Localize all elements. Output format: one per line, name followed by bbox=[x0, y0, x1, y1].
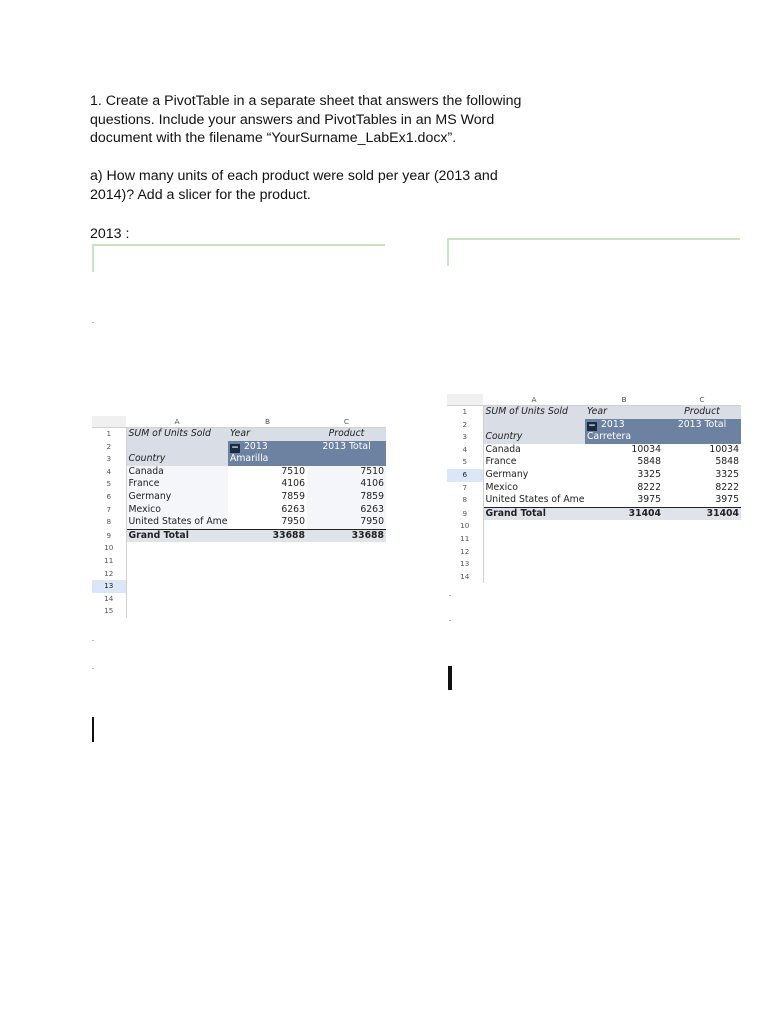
value-field-label[interactable]: SUM of Units Sold bbox=[483, 406, 585, 419]
row-number[interactable]: 14 bbox=[447, 571, 483, 584]
table-row bbox=[447, 456, 741, 469]
year-cell[interactable] bbox=[585, 419, 663, 432]
column-header-row bbox=[447, 394, 741, 406]
collapse-icon[interactable]: − bbox=[588, 420, 596, 431]
table-row bbox=[92, 453, 386, 466]
column-header-b[interactable]: B bbox=[585, 394, 663, 406]
col-field-label[interactable]: Year bbox=[585, 406, 663, 419]
left-separator-line-h bbox=[92, 244, 385, 246]
units-cell[interactable]: 8222 bbox=[585, 482, 663, 495]
empty-cell[interactable] bbox=[126, 580, 386, 593]
empty-cell[interactable] bbox=[126, 441, 228, 454]
column-header-b[interactable]: B bbox=[228, 416, 307, 428]
select-all-corner[interactable] bbox=[92, 416, 126, 428]
row-number[interactable]: 8 bbox=[92, 516, 126, 529]
country-cell[interactable]: France bbox=[126, 478, 228, 491]
empty-cell[interactable] bbox=[126, 568, 386, 581]
row-number[interactable]: 11 bbox=[447, 533, 483, 546]
empty-cell[interactable] bbox=[483, 533, 741, 546]
row-number[interactable]: 1 bbox=[447, 406, 483, 419]
units-cell[interactable]: 7510 bbox=[228, 466, 307, 479]
total-cell[interactable]: 10034 bbox=[663, 444, 741, 457]
row-number[interactable]: 12 bbox=[447, 546, 483, 559]
country-cell[interactable]: United States of Ame bbox=[126, 516, 228, 529]
row-number-selected[interactable]: 13 bbox=[92, 580, 126, 593]
country-cell[interactable]: Germany bbox=[126, 491, 228, 504]
row-field-label[interactable]: Country bbox=[126, 453, 228, 466]
table-row bbox=[447, 469, 741, 482]
row-number[interactable]: 6 bbox=[92, 491, 126, 504]
year-total-header[interactable]: 2013 Total bbox=[663, 419, 741, 432]
row-number[interactable]: 11 bbox=[92, 555, 126, 568]
grand-total-units[interactable]: 33688 bbox=[228, 529, 307, 542]
text-cursor bbox=[448, 666, 452, 690]
row-number[interactable]: 12 bbox=[92, 568, 126, 581]
row-number[interactable]: 2 bbox=[92, 441, 126, 454]
grand-total-units[interactable]: 31404 bbox=[585, 507, 663, 520]
table-row bbox=[447, 533, 741, 546]
country-cell[interactable]: Mexico bbox=[483, 482, 585, 495]
row-number[interactable]: 7 bbox=[447, 482, 483, 495]
empty-cell[interactable] bbox=[483, 419, 585, 432]
grand-total-label[interactable]: Grand Total bbox=[126, 529, 228, 542]
product-name[interactable]: Amarilla bbox=[228, 453, 307, 466]
table-row bbox=[447, 431, 741, 444]
row-number[interactable]: 5 bbox=[92, 478, 126, 491]
product-field-label[interactable]: Product bbox=[663, 406, 741, 419]
grand-total-row bbox=[447, 507, 741, 520]
year-value: 2013 bbox=[244, 440, 268, 452]
table-row bbox=[92, 580, 386, 593]
row-number[interactable]: 13 bbox=[447, 558, 483, 571]
table-row bbox=[92, 542, 386, 555]
row-number[interactable]: 7 bbox=[92, 504, 126, 517]
grand-total-sum[interactable]: 31404 bbox=[663, 507, 741, 520]
units-cell[interactable]: 5848 bbox=[585, 456, 663, 469]
table-row bbox=[92, 441, 386, 454]
row-number[interactable]: 15 bbox=[92, 605, 126, 618]
total-cell[interactable]: 3325 bbox=[663, 469, 741, 482]
row-number[interactable]: 3 bbox=[92, 453, 126, 466]
table-row bbox=[92, 593, 386, 606]
ruler-tick bbox=[449, 620, 451, 621]
row-number[interactable]: 3 bbox=[447, 431, 483, 444]
units-cell[interactable]: 4106 bbox=[228, 478, 307, 491]
right-separator-line-h bbox=[447, 238, 740, 240]
select-all-corner[interactable] bbox=[447, 394, 483, 406]
table-row bbox=[92, 516, 386, 529]
year-total-header[interactable]: 2013 Total bbox=[307, 441, 386, 454]
row-number[interactable]: 4 bbox=[447, 444, 483, 457]
table-row bbox=[92, 555, 386, 568]
total-cell[interactable]: 6263 bbox=[307, 504, 386, 517]
table-row bbox=[447, 419, 741, 432]
ruler-tick bbox=[92, 322, 94, 323]
product-name[interactable]: Carretera bbox=[585, 431, 663, 444]
year-cell[interactable] bbox=[228, 441, 307, 454]
table-row bbox=[92, 568, 386, 581]
total-cell[interactable]: 5848 bbox=[663, 456, 741, 469]
table-row bbox=[92, 428, 386, 441]
total-cell[interactable]: 3975 bbox=[663, 494, 741, 507]
pivot-table-carretera bbox=[447, 394, 741, 583]
country-cell[interactable]: Germany bbox=[483, 469, 585, 482]
units-cell[interactable]: 7859 bbox=[228, 491, 307, 504]
country-cell[interactable]: United States of Ame bbox=[483, 494, 585, 507]
empty-cell[interactable] bbox=[126, 555, 386, 568]
total-cell[interactable]: 8222 bbox=[663, 482, 741, 495]
table-row bbox=[447, 406, 741, 419]
total-cell[interactable]: 7859 bbox=[307, 491, 386, 504]
year-2013-label: 2013 : bbox=[90, 226, 130, 242]
units-cell[interactable]: 7950 bbox=[228, 516, 307, 529]
grand-total-label[interactable]: Grand Total bbox=[483, 507, 585, 520]
row-number[interactable]: 8 bbox=[447, 494, 483, 507]
table-row bbox=[92, 504, 386, 517]
empty-cell[interactable] bbox=[483, 546, 741, 559]
table-row bbox=[92, 478, 386, 491]
total-cell[interactable]: 7510 bbox=[307, 466, 386, 479]
total-cell[interactable]: 4106 bbox=[307, 478, 386, 491]
table-row bbox=[447, 546, 741, 559]
column-header-c[interactable]: C bbox=[663, 394, 741, 406]
row-number-selected[interactable]: 6 bbox=[447, 469, 483, 482]
pivot-table-amarilla bbox=[92, 416, 386, 618]
product-field-label[interactable]: Product bbox=[307, 428, 386, 441]
total-cell[interactable]: 7950 bbox=[307, 516, 386, 529]
row-number[interactable]: 9 bbox=[447, 507, 483, 520]
row-field-label[interactable]: Country bbox=[483, 431, 585, 444]
units-cell[interactable]: 3325 bbox=[585, 469, 663, 482]
ruler-tick bbox=[449, 595, 451, 596]
column-header-a[interactable]: A bbox=[126, 416, 228, 428]
empty-cell[interactable] bbox=[483, 558, 741, 571]
text-cursor bbox=[92, 717, 94, 742]
ruler-tick bbox=[92, 640, 94, 641]
empty-cell[interactable] bbox=[483, 571, 741, 584]
empty-cell[interactable] bbox=[126, 593, 386, 606]
row-number[interactable]: 14 bbox=[92, 593, 126, 606]
column-header-row bbox=[92, 416, 386, 428]
empty-cell[interactable] bbox=[663, 431, 741, 444]
empty-cell[interactable] bbox=[307, 453, 386, 466]
row-number[interactable]: 4 bbox=[92, 466, 126, 479]
ruler-tick bbox=[92, 668, 94, 669]
row-number[interactable]: 10 bbox=[92, 542, 126, 555]
row-number[interactable]: 2 bbox=[447, 419, 483, 432]
row-number[interactable]: 10 bbox=[447, 520, 483, 533]
column-header-c[interactable]: C bbox=[307, 416, 386, 428]
table-row bbox=[92, 491, 386, 504]
column-header-a[interactable]: A bbox=[483, 394, 585, 406]
row-number[interactable]: 9 bbox=[92, 529, 126, 542]
country-cell[interactable]: Mexico bbox=[126, 504, 228, 517]
table-row bbox=[447, 482, 741, 495]
collapse-icon[interactable]: − bbox=[231, 442, 239, 453]
table-row bbox=[92, 605, 386, 618]
table-row bbox=[447, 444, 741, 457]
table-row bbox=[447, 494, 741, 507]
empty-cell[interactable] bbox=[483, 520, 741, 533]
col-field-label[interactable]: Year bbox=[228, 428, 307, 441]
units-cell[interactable]: 6263 bbox=[228, 504, 307, 517]
left-separator-line-v bbox=[92, 244, 94, 272]
row-number[interactable]: 5 bbox=[447, 456, 483, 469]
units-cell[interactable]: 10034 bbox=[585, 444, 663, 457]
country-cell[interactable]: Canada bbox=[483, 444, 585, 457]
grand-total-row bbox=[92, 529, 386, 542]
empty-cell[interactable] bbox=[126, 605, 386, 618]
row-number[interactable]: 1 bbox=[92, 428, 126, 441]
country-cell[interactable]: Canada bbox=[126, 466, 228, 479]
table-row bbox=[447, 520, 741, 533]
question-1a-text: a) How many units of each product were sold per year (2013 and 2014)? Add a slicer for the product. bbox=[90, 168, 498, 203]
table-row bbox=[447, 558, 741, 571]
table-row bbox=[92, 466, 386, 479]
grand-total-sum[interactable]: 33688 bbox=[307, 529, 386, 542]
units-cell[interactable]: 3975 bbox=[585, 494, 663, 507]
right-separator-line-v bbox=[447, 238, 449, 266]
question-1-text: 1. Create a PivotTable in a separate sheet that answers the following questions. Include your answers and PivotTables in an MS Word document with the filename “YourSurname_LabEx1.docx”. bbox=[90, 93, 522, 147]
table-row bbox=[447, 571, 741, 584]
value-field-label[interactable]: SUM of Units Sold bbox=[126, 428, 228, 441]
country-cell[interactable]: France bbox=[483, 456, 585, 469]
year-value: 2013 bbox=[601, 418, 625, 430]
empty-cell[interactable] bbox=[126, 542, 386, 555]
